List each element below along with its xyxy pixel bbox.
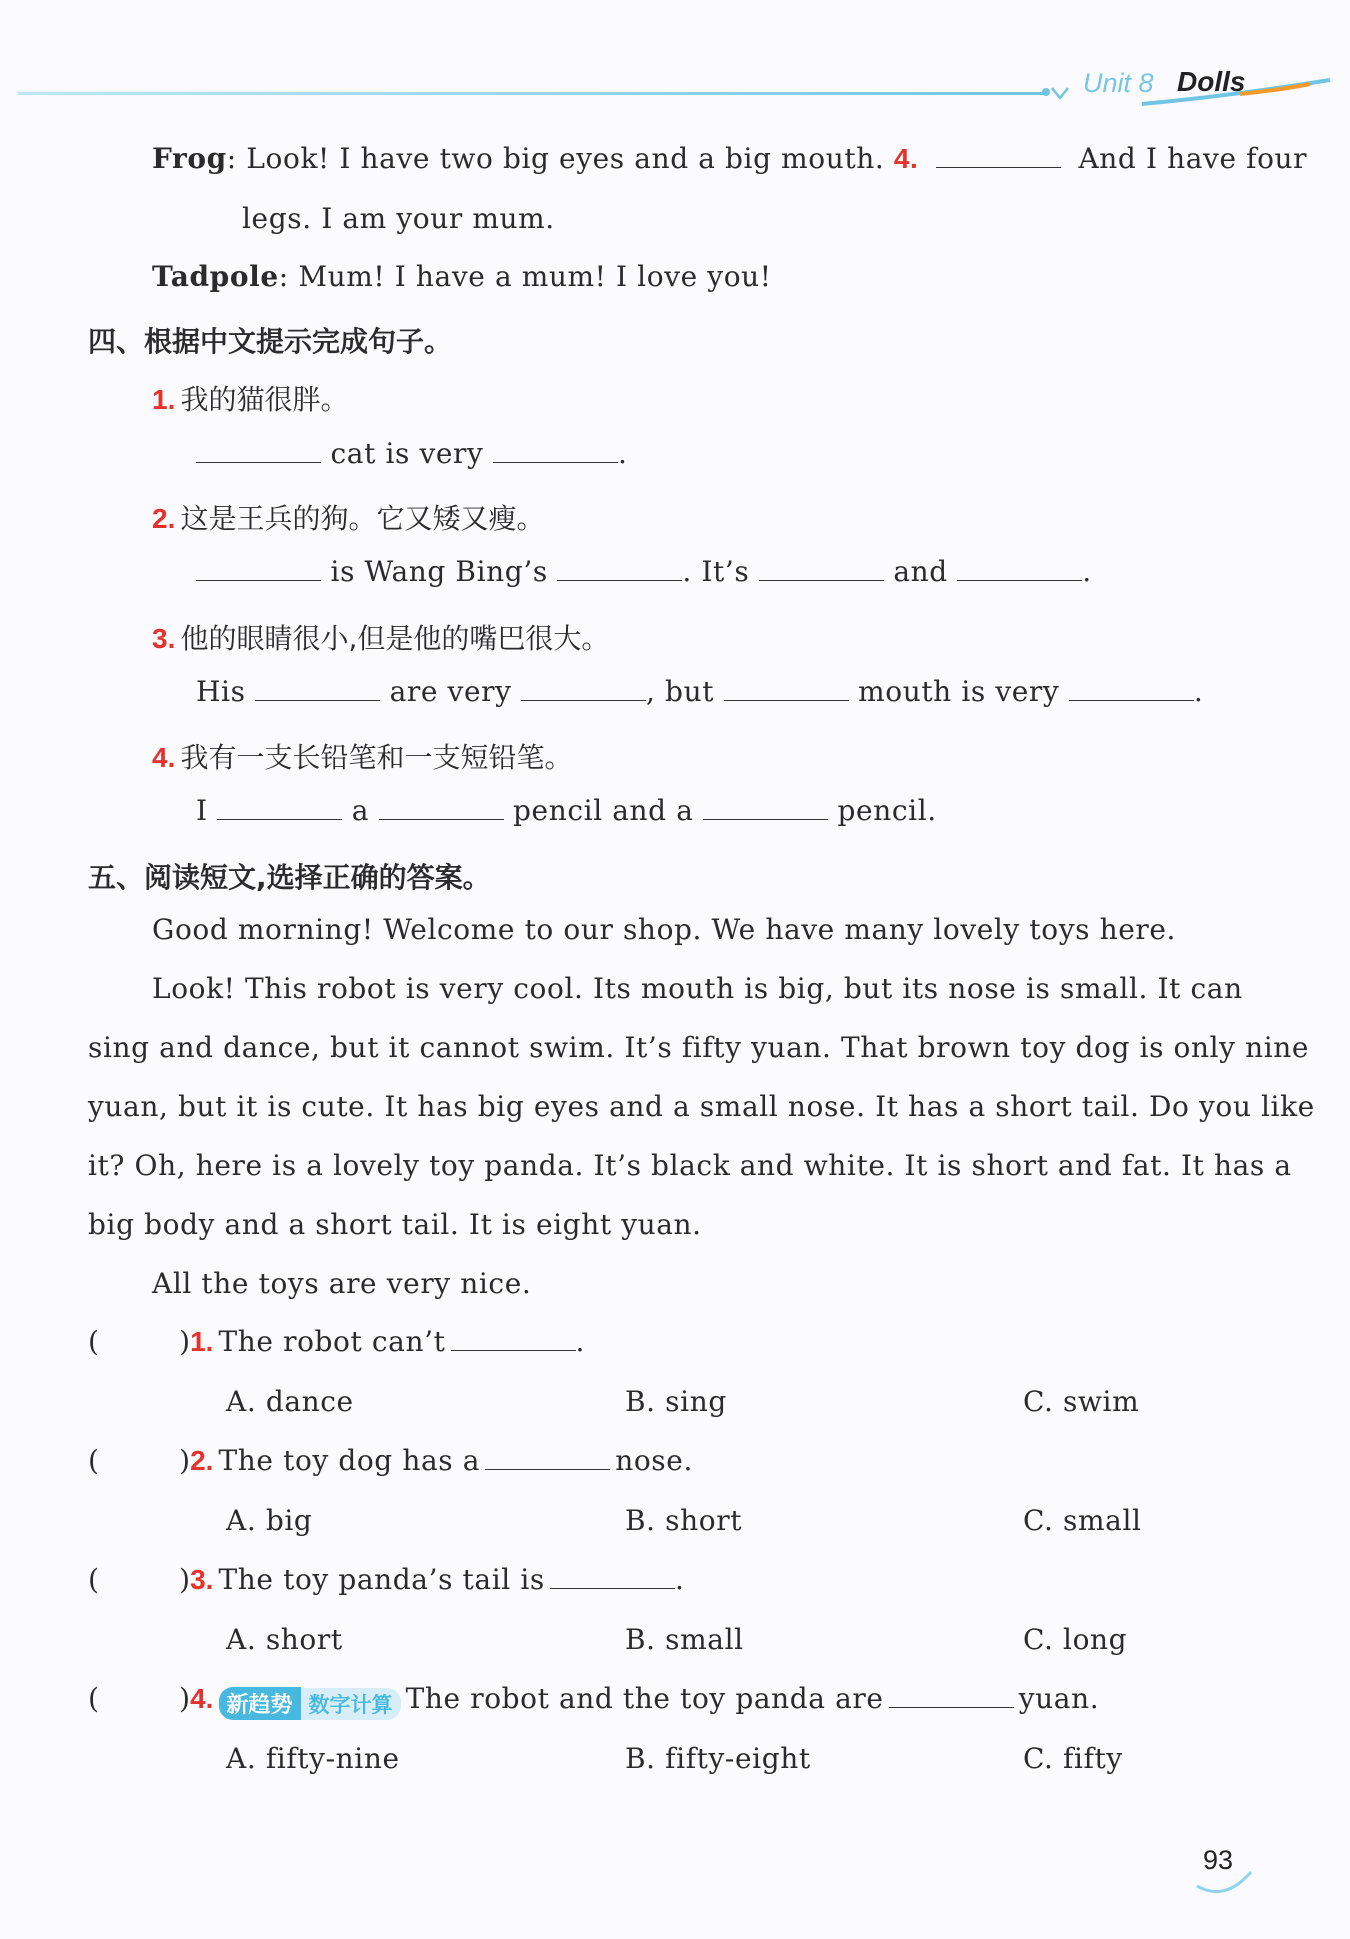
- sentence-part: is Wang Bing’s: [330, 555, 548, 588]
- option-a[interactable]: A. short: [226, 1623, 343, 1656]
- sentence-part: . It’s: [682, 555, 750, 588]
- s4-item2-prompt: [152, 497, 544, 537]
- answer-paren-close: ): [179, 1682, 191, 1715]
- item-number: 1.: [190, 1326, 214, 1357]
- s4-item1-answer: [196, 437, 628, 470]
- s4-item2-answer: [196, 555, 1092, 588]
- question-stem: nose.: [615, 1444, 693, 1477]
- answer-blank[interactable]: [451, 1326, 576, 1351]
- badge-sublabel: 数字计算: [301, 1688, 401, 1720]
- answer-blank[interactable]: [759, 556, 884, 581]
- question-stem: The toy panda’s tail is: [218, 1563, 545, 1596]
- frog-line-1: Frog: Look! I have two big eyes and a big mouth. 4. And I have four: [152, 142, 1308, 175]
- option-c[interactable]: C. fifty: [1023, 1742, 1123, 1775]
- page-number: 93: [1203, 1845, 1234, 1875]
- option-b[interactable]: B. fifty-eight: [625, 1742, 811, 1775]
- item-number: 2.: [152, 503, 176, 534]
- passage-line: Good morning! Welcome to our shop. We have many lovely toys here.: [152, 913, 1177, 946]
- item-number: 3.: [152, 623, 176, 654]
- sentence-part: pencil.: [837, 794, 937, 827]
- s4-item3-prompt: [152, 617, 609, 657]
- question-2: [88, 1444, 693, 1477]
- answer-paren-close: ): [179, 1444, 191, 1477]
- section5-heading: 五、阅读短文,选择正确的答案。: [88, 861, 491, 894]
- frog-text-1: Look! I have two big eyes and a big mouth.: [246, 142, 885, 175]
- s4-item1-prompt: [152, 378, 348, 418]
- option-a[interactable]: A. big: [226, 1504, 313, 1537]
- chinese-prompt: 他的眼睛很小,但是他的嘴巴很大。: [180, 622, 610, 655]
- answer-blank[interactable]: [217, 795, 342, 820]
- question-4: [88, 1682, 1099, 1720]
- sentence-part: His: [196, 675, 246, 708]
- question-stem: The robot and the toy panda are: [405, 1682, 884, 1715]
- question-1: [88, 1325, 585, 1358]
- item-number: 2.: [190, 1445, 214, 1476]
- option-c[interactable]: C. long: [1023, 1623, 1128, 1656]
- header-arrow-icon: [1040, 84, 1070, 104]
- answer-blank[interactable]: [557, 556, 682, 581]
- tadpole-text: Mum! I have a mum! I love you!: [298, 260, 772, 293]
- option-b[interactable]: B. small: [625, 1623, 744, 1656]
- badge-label: 新趋势: [219, 1687, 301, 1720]
- sentence-part: are very: [389, 675, 512, 708]
- chinese-prompt: 我有一支长铅笔和一支短铅笔。: [180, 741, 573, 774]
- answer-blank[interactable]: [196, 438, 321, 463]
- answer-paren-open: (: [88, 1563, 99, 1596]
- unit-label: Unit 8: [1083, 68, 1154, 98]
- chinese-prompt: 我的猫很胖。: [180, 383, 349, 416]
- sentence-part: and: [893, 555, 948, 588]
- header-rule: [18, 92, 1048, 95]
- option-a[interactable]: A. dance: [226, 1385, 354, 1418]
- item-number: 4.: [190, 1683, 214, 1714]
- answer-paren-open: (: [88, 1325, 99, 1358]
- answer-paren-close: ): [179, 1563, 191, 1596]
- passage-line: it? Oh, here is a lovely toy panda. It’s black and white. It is short and fat. It has a: [88, 1149, 1292, 1182]
- s4-item4-prompt: [152, 736, 572, 776]
- answer-blank[interactable]: [1069, 676, 1194, 701]
- sentence-part: I: [196, 794, 208, 827]
- tadpole-line: Tadpole: Mum! I have a mum! I love you!: [152, 260, 772, 293]
- unit-title: Dolls: [1177, 66, 1246, 97]
- sentence-part: cat is very: [330, 437, 484, 470]
- answer-blank[interactable]: [724, 676, 849, 701]
- item-number: 1.: [152, 384, 176, 415]
- question-stem: yuan.: [1018, 1682, 1100, 1715]
- question-stem: .: [575, 1325, 586, 1358]
- answer-blank[interactable]: [485, 1445, 610, 1470]
- sentence-part: , but: [646, 675, 715, 708]
- answer-blank[interactable]: [493, 438, 618, 463]
- frog-blank-number: 4.: [893, 143, 919, 174]
- item-number: 3.: [190, 1564, 214, 1595]
- section4-heading: 四、根据中文提示完成句子。: [88, 325, 453, 358]
- option-a[interactable]: A. fifty-nine: [226, 1742, 400, 1775]
- option-b[interactable]: B. sing: [625, 1385, 727, 1418]
- s4-item3-answer: [196, 675, 1203, 708]
- answer-blank[interactable]: [379, 795, 504, 820]
- sentence-part: .: [1193, 675, 1204, 708]
- answer-blank[interactable]: [255, 676, 380, 701]
- question-stem: The toy dog has a: [218, 1444, 481, 1477]
- passage-line: yuan, but it is cute. It has big eyes and a small nose. It has a short tail. Do you like: [88, 1090, 1315, 1123]
- answer-blank[interactable]: [703, 795, 828, 820]
- passage-line: sing and dance, but it cannot swim. It’s fifty yuan. That brown toy dog is only nine: [88, 1031, 1310, 1064]
- answer-blank[interactable]: [957, 556, 1082, 581]
- question-stem: .: [674, 1563, 685, 1596]
- question-3: [88, 1563, 684, 1596]
- passage-line: All the toys are very nice.: [152, 1267, 532, 1300]
- frog-speaker: Frog: [152, 142, 227, 175]
- answer-paren-open: (: [88, 1682, 99, 1715]
- sentence-part: a: [351, 794, 369, 827]
- page-swoosh-icon: [1195, 1868, 1255, 1898]
- answer-blank[interactable]: [550, 1564, 675, 1589]
- item-number: 4.: [152, 742, 176, 773]
- sentence-part: pencil and a: [513, 794, 694, 827]
- sentence-part: .: [1082, 555, 1092, 588]
- answer-paren-close: ): [179, 1325, 191, 1358]
- answer-blank[interactable]: [196, 556, 321, 581]
- sentence-part: mouth is very: [858, 675, 1060, 708]
- s4-item4-answer: [196, 794, 937, 827]
- option-c[interactable]: C. small: [1023, 1504, 1142, 1537]
- passage-line: Look! This robot is very cool. Its mouth is big, but its nose is small. It can: [152, 972, 1243, 1005]
- answer-blank[interactable]: [521, 676, 646, 701]
- option-c[interactable]: C. swim: [1023, 1385, 1140, 1418]
- chinese-prompt: 这是王兵的狗。它又矮又瘦。: [180, 502, 545, 535]
- frog-text-2: And I have four: [1078, 142, 1308, 175]
- answer-blank[interactable]: [936, 143, 1061, 168]
- tadpole-speaker: Tadpole: [152, 260, 279, 293]
- frog-line-2: legs. I am your mum.: [242, 202, 555, 235]
- new-trend-badge: [219, 1687, 401, 1720]
- question-stem: The robot can’t: [218, 1325, 446, 1358]
- passage-line: big body and a short tail. It is eight yuan.: [88, 1208, 702, 1241]
- option-b[interactable]: B. short: [625, 1504, 743, 1537]
- answer-paren-open: (: [88, 1444, 99, 1477]
- sentence-part: .: [617, 437, 628, 470]
- answer-blank[interactable]: [889, 1683, 1014, 1708]
